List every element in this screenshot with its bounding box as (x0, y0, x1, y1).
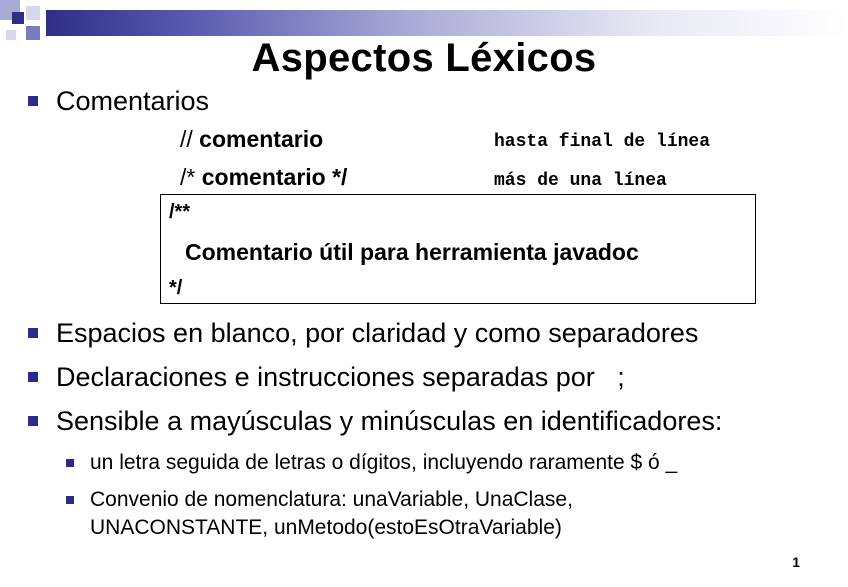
comment-line (180, 164, 347, 191)
slide-title: Aspectos Léxicos (251, 36, 597, 80)
javadoc-box (160, 194, 756, 304)
bullet-item (18, 360, 625, 394)
comment-desc: más de una línea (494, 171, 667, 191)
comment-label: comentario */ (201, 164, 348, 190)
bullet-text: Comentarios (56, 86, 210, 116)
bullet-comentarios (18, 84, 209, 118)
comment-marker: // (180, 126, 193, 152)
javadoc-open: /** (169, 201, 191, 223)
comment-desc: hasta final de línea (494, 132, 711, 152)
square-bullet-icon (28, 372, 38, 382)
header-band (46, 10, 848, 36)
comment-line (180, 126, 323, 153)
sub-bullet-text: UNACONSTANTE, unMetodo(estoEsOtraVariable) (90, 516, 562, 539)
sub-bullet-text: un letra seguida de letras o dígitos, incluyendo raramente $ ó _ (90, 451, 678, 474)
decor-square (12, 12, 24, 24)
javadoc-text: Comentario útil para herramienta javadoc (185, 239, 639, 265)
bullet-text: Declaraciones e instrucciones separadas por ; (56, 362, 625, 392)
square-bullet-icon (66, 496, 74, 504)
bullet-item (18, 316, 698, 350)
sub-bullet-item (66, 450, 677, 476)
sub-bullet-continuation (90, 515, 562, 541)
square-bullet-icon (28, 96, 38, 106)
bullet-text: Espacios en blanco, por claridad y como separadores (56, 318, 699, 348)
sub-bullet-text: Convenio de nomenclatura: unaVariable, UnaClase, (90, 488, 573, 511)
comment-label: comentario (199, 126, 324, 152)
javadoc-close: */ (169, 277, 183, 299)
page-number: 1 (792, 554, 800, 570)
square-bullet-icon (28, 328, 38, 338)
decor-square (26, 6, 40, 20)
sub-bullet-item (66, 487, 573, 513)
square-bullet-icon (66, 459, 74, 467)
bullet-text: Sensible a mayúsculas y minúsculas en identificadores: (56, 406, 723, 436)
bullet-item (18, 404, 722, 438)
comment-marker: /* (180, 164, 196, 190)
square-bullet-icon (28, 416, 38, 426)
